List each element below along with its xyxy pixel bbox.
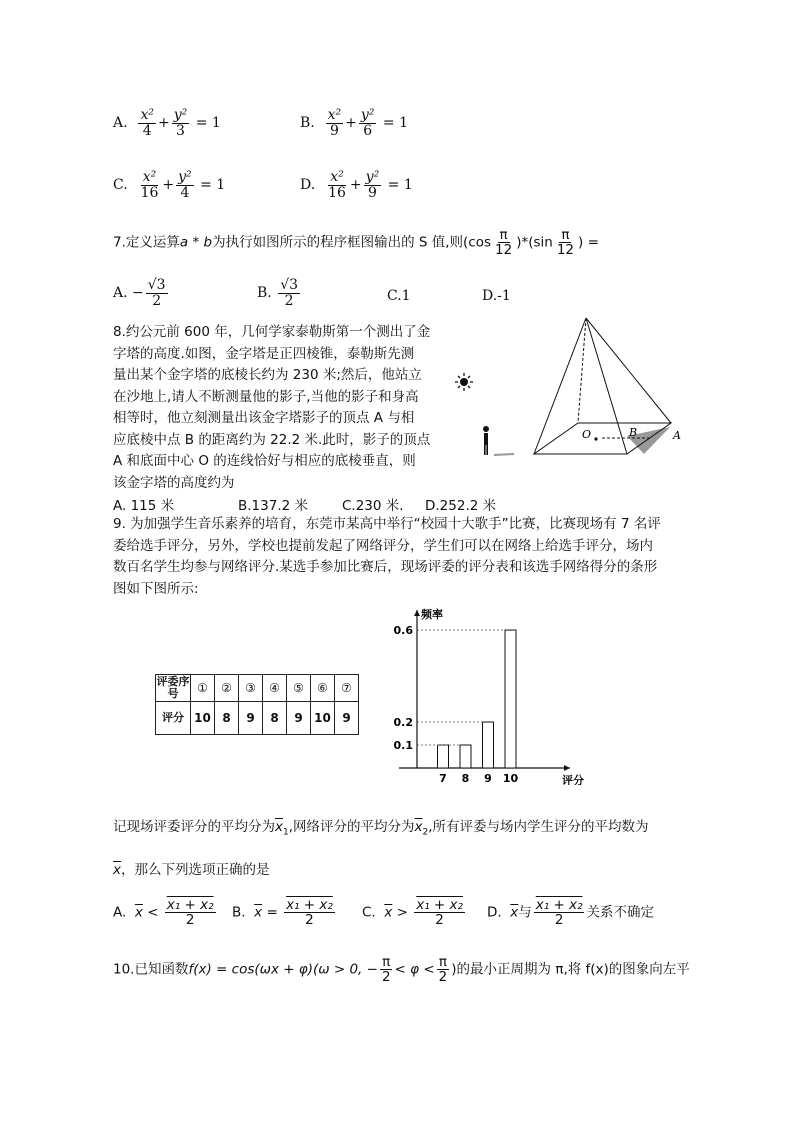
table-header-judge: 评委序号: [156, 675, 190, 700]
q8-option-b: B.137.2 米: [238, 498, 308, 514]
judge-cell: ④: [263, 675, 287, 702]
q9-text-2: $\overline{x}$，那么下列选项正确的是: [113, 862, 270, 878]
q7-option-b: B. $\frac{√3}{2}$: [257, 277, 299, 309]
sun-icon: [455, 373, 473, 391]
y-tick-label: 0.1: [393, 739, 413, 753]
q6-option-a: A. $\frac{\text{x²}}{4}$ + $\frac{\text{y²}}{3}$ = 1: [113, 107, 221, 139]
q9-option-a: A. $\overline{x}$ < $\frac{\text{x₁ + x₂}}{2}$: [113, 897, 214, 929]
q9-option-b: B. $\overline{x}$ = $\frac{\text{x₁ + x₂}}{2}$: [232, 897, 333, 929]
q7-option-c: C.1: [387, 288, 411, 304]
x-tick-label: 9: [484, 772, 492, 785]
y-tick-label: 0.6: [393, 624, 413, 638]
network-score-chart: [385, 600, 600, 785]
table-header-score: 评分: [156, 702, 191, 735]
score-cell: 10: [311, 702, 335, 735]
q6-option-c: C. $\frac{\text{x²}}{16}$ + $\frac{\text{y²}}{4}$ = 1: [113, 169, 226, 201]
q8-options: [113, 494, 174, 514]
judge-cell: ⑤: [287, 675, 311, 702]
score-cell: 9: [239, 702, 263, 735]
judge-row: [156, 675, 359, 702]
q10-stem: 10.已知函数f(x) = cos(ωx + φ)(ω > 0, − $\frac{\pi}{2}$ < φ < $\frac{\pi}{2}$ )的最小正周期为 π,将 f(x)的图象向左平: [113, 954, 690, 986]
q7-option-d: D.-1: [482, 288, 511, 304]
label-o: O: [582, 428, 592, 441]
q6-option-b: B. $\frac{\text{x²}}{9}$ + $\frac{\text{y²}}{6}$ = 1: [300, 107, 408, 139]
q9-option-c: C. $\overline{x}$ > $\frac{\text{x₁ + x₂}}{2}$: [362, 897, 463, 929]
judge-cell: ⑦: [335, 675, 359, 702]
q8-option-c: C.230 米.: [342, 498, 404, 514]
bar-8: [460, 745, 471, 768]
q8-option-d: D.252.2 米: [425, 498, 497, 514]
y-tick-label: 0.2: [393, 716, 413, 730]
x-axis-label: 评分: [562, 774, 584, 785]
score-cell: 9: [335, 702, 359, 735]
score-cell: 9: [287, 702, 311, 735]
q9-text-1: 记现场评委评分的平均分为$\overline{x}_1$,网络评分的平均分为$\overline{x}_2$,所有评委与场内学生评分的平均数为: [113, 819, 649, 838]
judge-cell: ③: [239, 675, 263, 702]
bar-9: [483, 722, 494, 768]
y-axis-arrow: [414, 610, 420, 616]
y-axis-label: 频率: [421, 608, 443, 621]
x-tick-label: 7: [439, 772, 447, 785]
judge-score-table: [155, 674, 359, 735]
x-axis-arrow: [564, 765, 570, 771]
x-tick-label: 10: [502, 772, 519, 785]
label-a: A: [673, 429, 681, 442]
q7-stem: 7.定义运算a * b为执行如图所示的程序框图输出的 S 值,则(cos $\frac{\pi}{12}$ )*(sin $\frac{\pi}{12}$ ) =: [113, 227, 599, 259]
bar-7: [438, 745, 449, 768]
judge-cell: ②: [215, 675, 239, 702]
score-cell: 10: [191, 702, 215, 735]
q8-stem: 8.约公元前 600 年，几何学家泰勒斯第一个测出了金 字塔的高度.如图，金字塔是正四棱锥，泰勒斯先测 量出某个金字塔的底棱长约为 230 米;然后，他站立 在沙地上,请人不断测量他的影子,当他的影子和身高 相等时，他立刻测量出该金字塔影子的顶点 A 与相 应底棱中点 B 的距离约为 22.2 米.此时，影子的顶点 A 和底面中心 O 的连线恰好与相应的底棱垂直，则 该金字塔的高度约为: [113, 324, 431, 491]
judge-cell: ⑥: [311, 675, 335, 702]
q8-option-a: A. 115 米: [113, 498, 175, 514]
label-b: B: [629, 426, 638, 439]
judge-cell: ①: [191, 675, 215, 702]
q9-option-d: D. $\overline{x}$与 $\frac{\text{x₁ + x₂}}{2}$ 关系不确定: [487, 897, 654, 929]
x-tick-label: 8: [461, 772, 470, 785]
q7-option-a: A. − $\frac{√3}{2}$: [113, 277, 166, 309]
q6-option-d: D. $\frac{\text{x²}}{16}$ + $\frac{\text{y²}}{9}$ = 1: [300, 169, 413, 201]
score-cell: 8: [263, 702, 287, 735]
person-icon: [483, 426, 514, 455]
pyramid-figure: [450, 315, 690, 465]
score-row: [156, 702, 359, 735]
q9-stem: 9. 为加强学生音乐素养的培育，东莞市某高中举行“校园十大歌手”比赛，比赛现场有 7 名评 委给选手评分，另外，学校也提前发起了网络评分，学生们可以在网络上给选手评分，场内 数百名学生均参与网络评分.某选手参加比赛后，现场评委的评分表和该选手网络得分的条形 图如下图所示:: [113, 516, 661, 597]
bar-10: [505, 630, 516, 768]
score-cell: 8: [215, 702, 239, 735]
